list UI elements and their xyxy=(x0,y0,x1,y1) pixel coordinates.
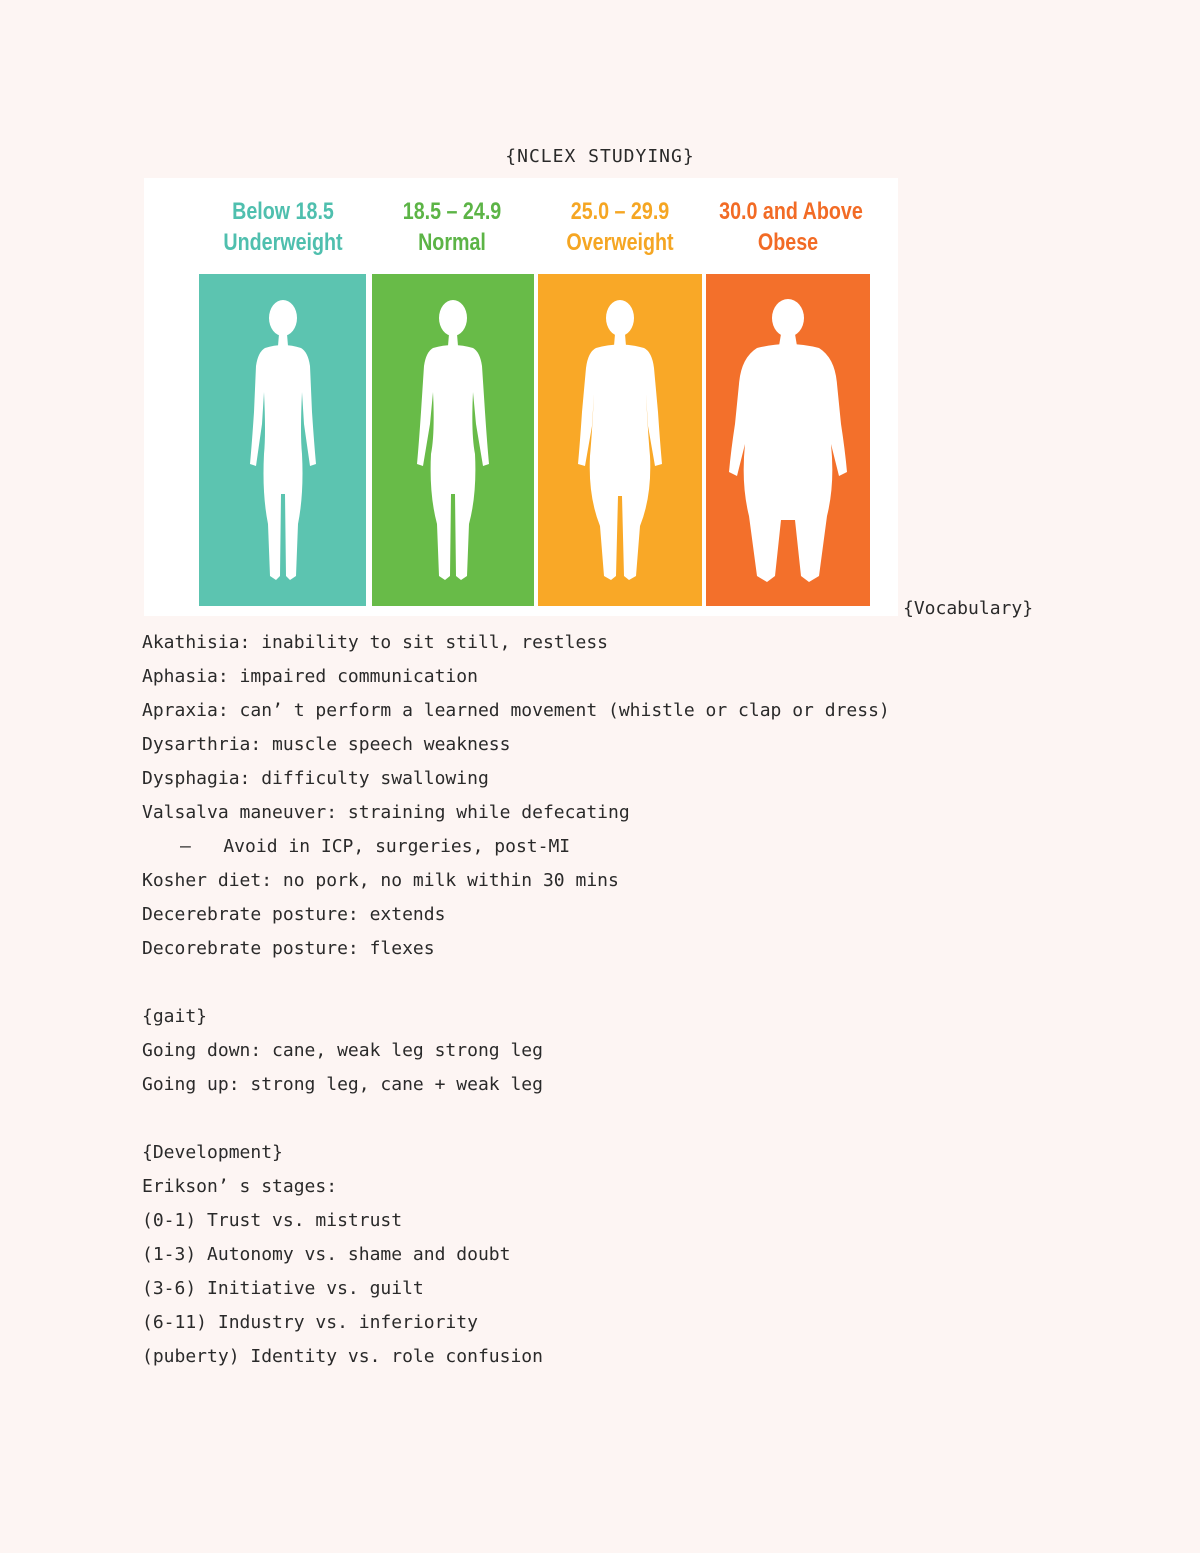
vocab-item-decorebrate: Decorebrate posture: flexes xyxy=(142,938,435,959)
gait-item-down: Going down: cane, weak leg strong leg xyxy=(142,1040,543,1061)
bmi-category-name: Overweight xyxy=(566,229,674,256)
vocab-item-kosher: Kosher diet: no pork, no milk within 30 mins xyxy=(142,870,619,891)
vocabulary-heading: {Vocabulary} xyxy=(903,598,1034,619)
bmi-panel-obese xyxy=(706,274,870,606)
bmi-category-name: Underweight xyxy=(223,229,343,256)
human-silhouette-icon xyxy=(238,294,328,589)
spacer xyxy=(142,1102,1142,1136)
bmi-label-overweight xyxy=(551,196,689,258)
bmi-panel-overweight xyxy=(538,274,702,606)
notes-body xyxy=(142,626,1142,1374)
stage-item: (6-11) Industry vs. inferiority xyxy=(142,1312,478,1333)
vocab-item-dysarthria: Dysarthria: muscle speech weakness xyxy=(142,734,511,755)
vocab-item-aphasia: Aphasia: impaired communication xyxy=(142,666,478,687)
bmi-range: 25.0 – 29.9 xyxy=(570,198,670,225)
vocab-item-decerebrate: Decerebrate posture: extends xyxy=(142,904,446,925)
bmi-range: 18.5 – 24.9 xyxy=(402,198,502,225)
spacer xyxy=(142,966,1142,1000)
bmi-panel-underweight xyxy=(199,274,366,606)
human-silhouette-icon xyxy=(568,294,672,589)
bmi-label-underweight xyxy=(213,196,352,258)
human-silhouette-icon xyxy=(405,294,501,589)
vocab-item-dysphagia: Dysphagia: difficulty swallowing xyxy=(142,768,489,789)
bmi-range: 30.0 and Above xyxy=(719,198,863,225)
page-title: {NCLEX STUDYING} xyxy=(505,146,695,167)
development-intro: Erikson’ s stages: xyxy=(142,1176,338,1197)
bmi-range: Below 18.5 xyxy=(232,198,334,225)
gait-heading: {gait} xyxy=(142,1006,208,1027)
stage-item: (3-6) Initiative vs. guilt xyxy=(142,1278,424,1299)
vocab-item-valsalva: Valsalva maneuver: straining while defecating xyxy=(142,802,630,823)
bmi-label-obese xyxy=(719,196,863,258)
bmi-panel-normal xyxy=(372,274,534,606)
vocab-sub-item: – Avoid in ICP, surgeries, post-MI xyxy=(180,836,571,857)
development-heading: {Development} xyxy=(142,1142,283,1163)
vocab-item-apraxia: Apraxia: can’ t perform a learned movement (whistle or clap or dress) xyxy=(142,700,890,721)
vocab-item-akathisia: Akathisia: inability to sit still, restless xyxy=(142,632,608,653)
bmi-chart-figure xyxy=(144,178,898,616)
stage-item: (0-1) Trust vs. mistrust xyxy=(142,1210,403,1231)
bmi-category-name: Normal xyxy=(418,229,486,256)
human-silhouette-icon xyxy=(723,294,853,589)
bmi-label-normal xyxy=(383,196,521,258)
gait-item-up: Going up: strong leg, cane + weak leg xyxy=(142,1074,543,1095)
bmi-category-name: Obese xyxy=(757,229,819,256)
stage-item: (1-3) Autonomy vs. shame and doubt xyxy=(142,1244,511,1265)
stage-item: (puberty) Identity vs. role confusion xyxy=(142,1346,543,1367)
